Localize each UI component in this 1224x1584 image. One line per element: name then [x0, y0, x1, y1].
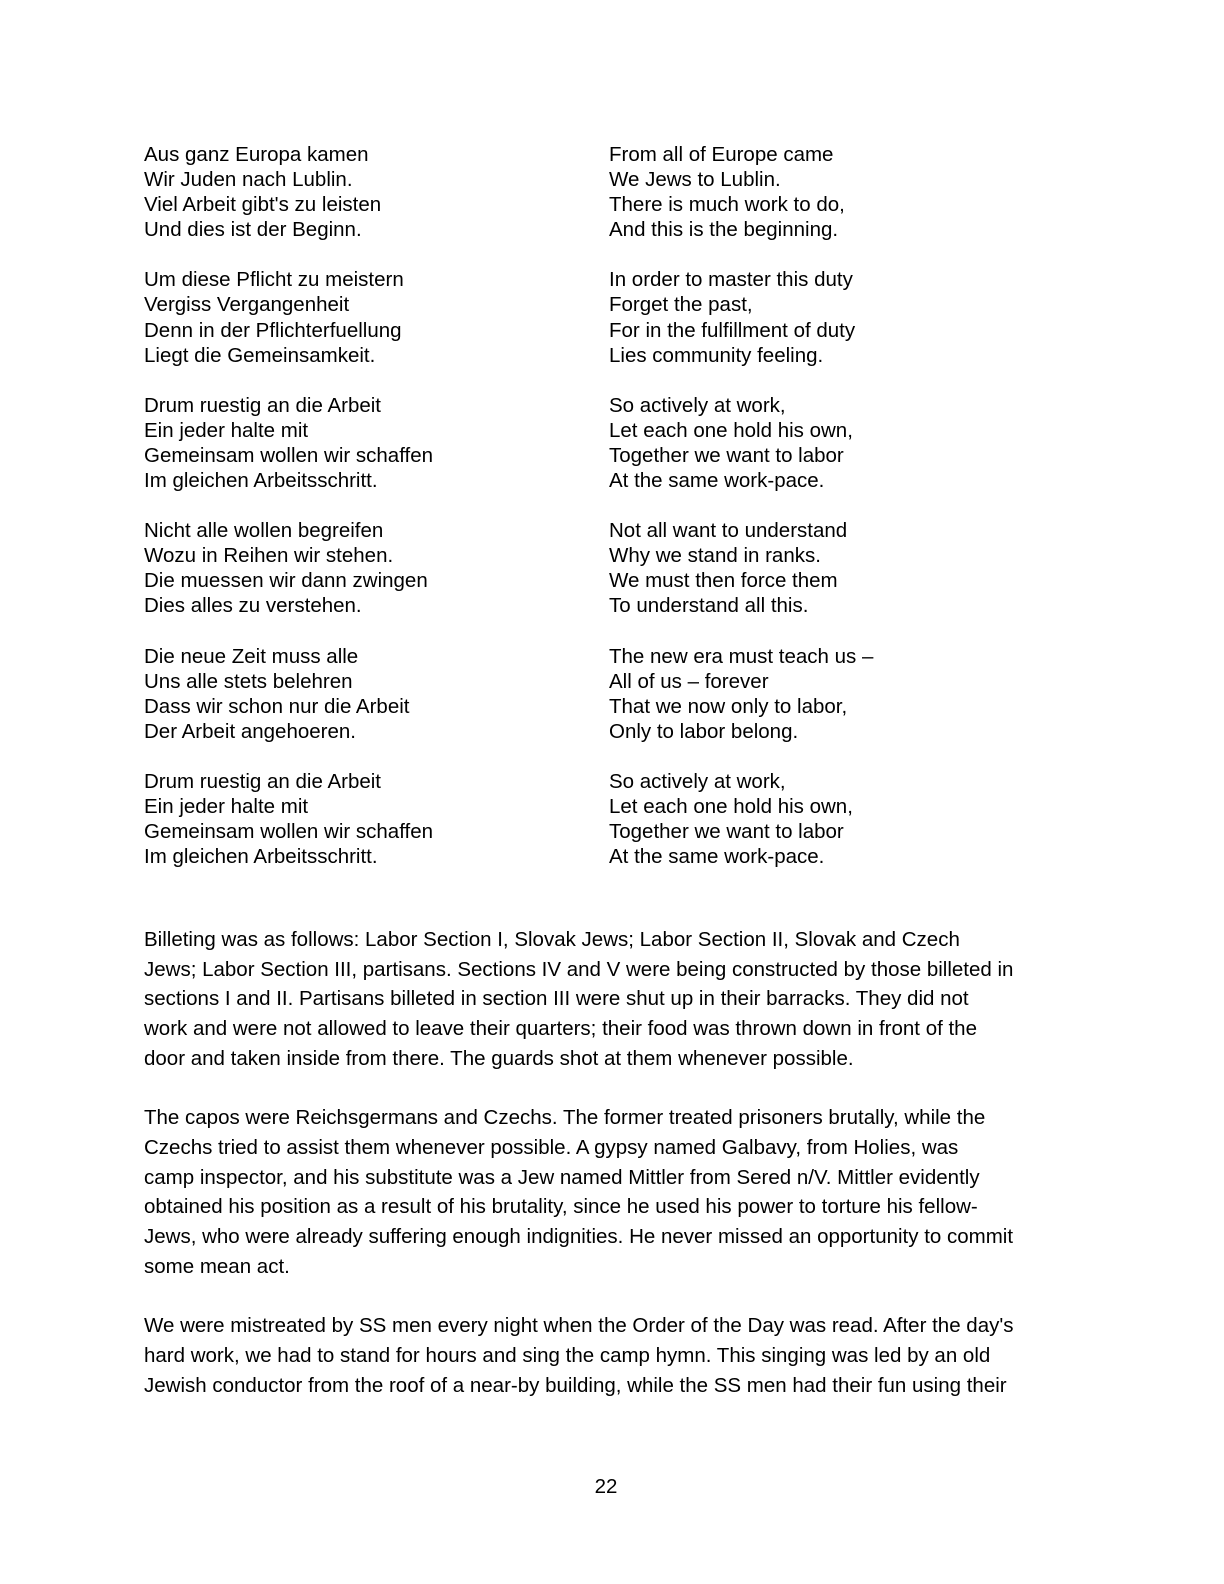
text-line: work and were not allowed to leave their quarters; their food was thrown down in front of the — [144, 1017, 977, 1041]
german-line: Drum ruestig an die Arbeit — [144, 393, 382, 417]
german-line: Um diese Pflicht zu meistern — [144, 268, 404, 292]
english-line: That we now only to labor, — [609, 694, 848, 718]
german-line: Drum ruestig an die Arbeit — [144, 769, 382, 793]
german-line: Nicht alle wollen begreifen — [144, 519, 384, 543]
german-line: Denn in der Pflichterfuellung — [144, 318, 402, 342]
german-line: Liegt die Gemeinsamkeit. — [144, 343, 376, 367]
english-line: All of us – forever — [609, 669, 769, 693]
english-stanza — [609, 518, 1079, 618]
text-line: Jewish conductor from the roof of a near-by building, while the SS men had their fun using their — [144, 1373, 1007, 1397]
german-line: Ein jeder halte mit — [144, 794, 309, 818]
text-line: hard work, we had to stand for hours and sing the camp hymn. This singing was led by an old — [144, 1343, 991, 1367]
english-line: At the same work-pace. — [609, 469, 825, 493]
german-line: Die neue Zeit muss alle — [144, 644, 359, 668]
german-line: Und dies ist der Beginn. — [144, 218, 362, 242]
german-line: Dies alles zu verstehen. — [144, 594, 362, 618]
english-line: We must then force them — [609, 569, 838, 593]
german-stanza — [144, 769, 609, 869]
german-line: Uns alle stets belehren — [144, 669, 353, 693]
english-stanza — [609, 393, 1079, 493]
text-line: sections I and II. Partisans billeted in section III were shut up in their barracks. They did not — [144, 987, 969, 1011]
stanza — [144, 142, 1084, 242]
german-stanza — [144, 267, 609, 367]
english-line: We Jews to Lublin. — [609, 168, 781, 192]
german-line: Aus ganz Europa kamen — [144, 143, 369, 166]
english-line: Let each one hold his own, — [609, 794, 853, 818]
english-line: Not all want to understand — [609, 519, 848, 543]
german-line: Der Arbeit angehoeren. — [144, 719, 356, 743]
german-line: Gemeinsam wollen wir schaffen — [144, 443, 434, 467]
text-line: obtained his position as a result of his brutality, since he used his power to torture his fellow- — [144, 1195, 978, 1219]
german-line: Wozu in Reihen wir stehen. — [144, 544, 394, 568]
english-line: For in the fulfillment of duty — [609, 318, 856, 342]
english-line: Let each one hold his own, — [609, 418, 853, 442]
german-line: Gemeinsam wollen wir schaffen — [144, 820, 434, 844]
english-line: At the same work-pace. — [609, 845, 825, 869]
english-line: Together we want to labor — [609, 820, 844, 844]
german-line: Im gleichen Arbeitsschritt. — [144, 469, 378, 493]
english-line: In order to master this duty — [609, 268, 853, 292]
stanza — [144, 393, 1084, 493]
paragraph-billeting — [144, 925, 1080, 1074]
paragraph-mistreated — [144, 1311, 1080, 1400]
german-line: Im gleichen Arbeitsschritt. — [144, 845, 378, 869]
german-line: Die muessen wir dann zwingen — [144, 569, 428, 593]
text-line: door and taken inside from there. The guards shot at them whenever possible. — [144, 1046, 854, 1070]
text-line: camp inspector, and his substitute was a Jew named Mittler from Sered n/V. Mittler evidently — [144, 1165, 980, 1189]
english-line: Lies community feeling. — [609, 343, 824, 367]
english-stanza — [609, 142, 1079, 242]
stanza — [144, 644, 1084, 744]
english-stanza — [609, 769, 1079, 869]
english-line: There is much work to do, — [609, 193, 845, 217]
page-number: 22 — [594, 1475, 618, 1498]
german-line: Viel Arbeit gibt's zu leisten — [144, 193, 382, 217]
german-line: Vergiss Vergangenheit — [144, 293, 350, 317]
text-line: Czechs tried to assist them whenever possible. A gypsy named Galbavy, from Holies, was — [144, 1135, 959, 1159]
stanza — [144, 267, 1084, 367]
english-line: Together we want to labor — [609, 443, 844, 467]
german-stanza — [144, 644, 609, 744]
text-line: some mean act. — [144, 1254, 290, 1278]
stanza — [144, 769, 1084, 869]
text-line: Billeting was as follows: Labor Section I, Slovak Jews; Labor Section II, Slovak and Czech — [144, 928, 960, 951]
english-line: From all of Europe came — [609, 143, 834, 166]
english-line: Forget the past, — [609, 293, 753, 317]
english-line: And this is the beginning. — [609, 218, 839, 242]
text-line: We were mistreated by SS men every night when the Order of the Day was read. After the day's — [144, 1314, 1014, 1338]
english-line: Only to labor belong. — [609, 719, 799, 743]
english-line: Why we stand in ranks. — [609, 544, 821, 568]
paragraph-capos — [144, 1103, 1080, 1281]
body-text — [144, 925, 1080, 1430]
german-stanza — [144, 518, 609, 618]
stanza — [144, 518, 1084, 618]
english-line: The new era must teach us – — [609, 644, 874, 668]
german-line: Ein jeder halte mit — [144, 418, 309, 442]
german-line: Dass wir schon nur die Arbeit — [144, 694, 410, 718]
text-line: Jews; Labor Section III, partisans. Sections IV and V were being constructed by those billeted in — [144, 957, 1014, 981]
german-line: Wir Juden nach Lublin. — [144, 168, 353, 192]
english-stanza — [609, 644, 1079, 744]
english-line: So actively at work, — [609, 393, 786, 417]
english-line: So actively at work, — [609, 769, 786, 793]
english-stanza — [609, 267, 1079, 367]
text-line: Jews, who were already suffering enough indignities. He never missed an opportunity to commit — [144, 1225, 1014, 1249]
german-stanza — [144, 142, 609, 242]
german-stanza — [144, 393, 609, 493]
poem — [144, 142, 1084, 894]
english-line: To understand all this. — [609, 594, 809, 618]
text-line: The capos were Reichsgermans and Czechs. The former treated prisoners brutally, while the — [144, 1106, 986, 1130]
